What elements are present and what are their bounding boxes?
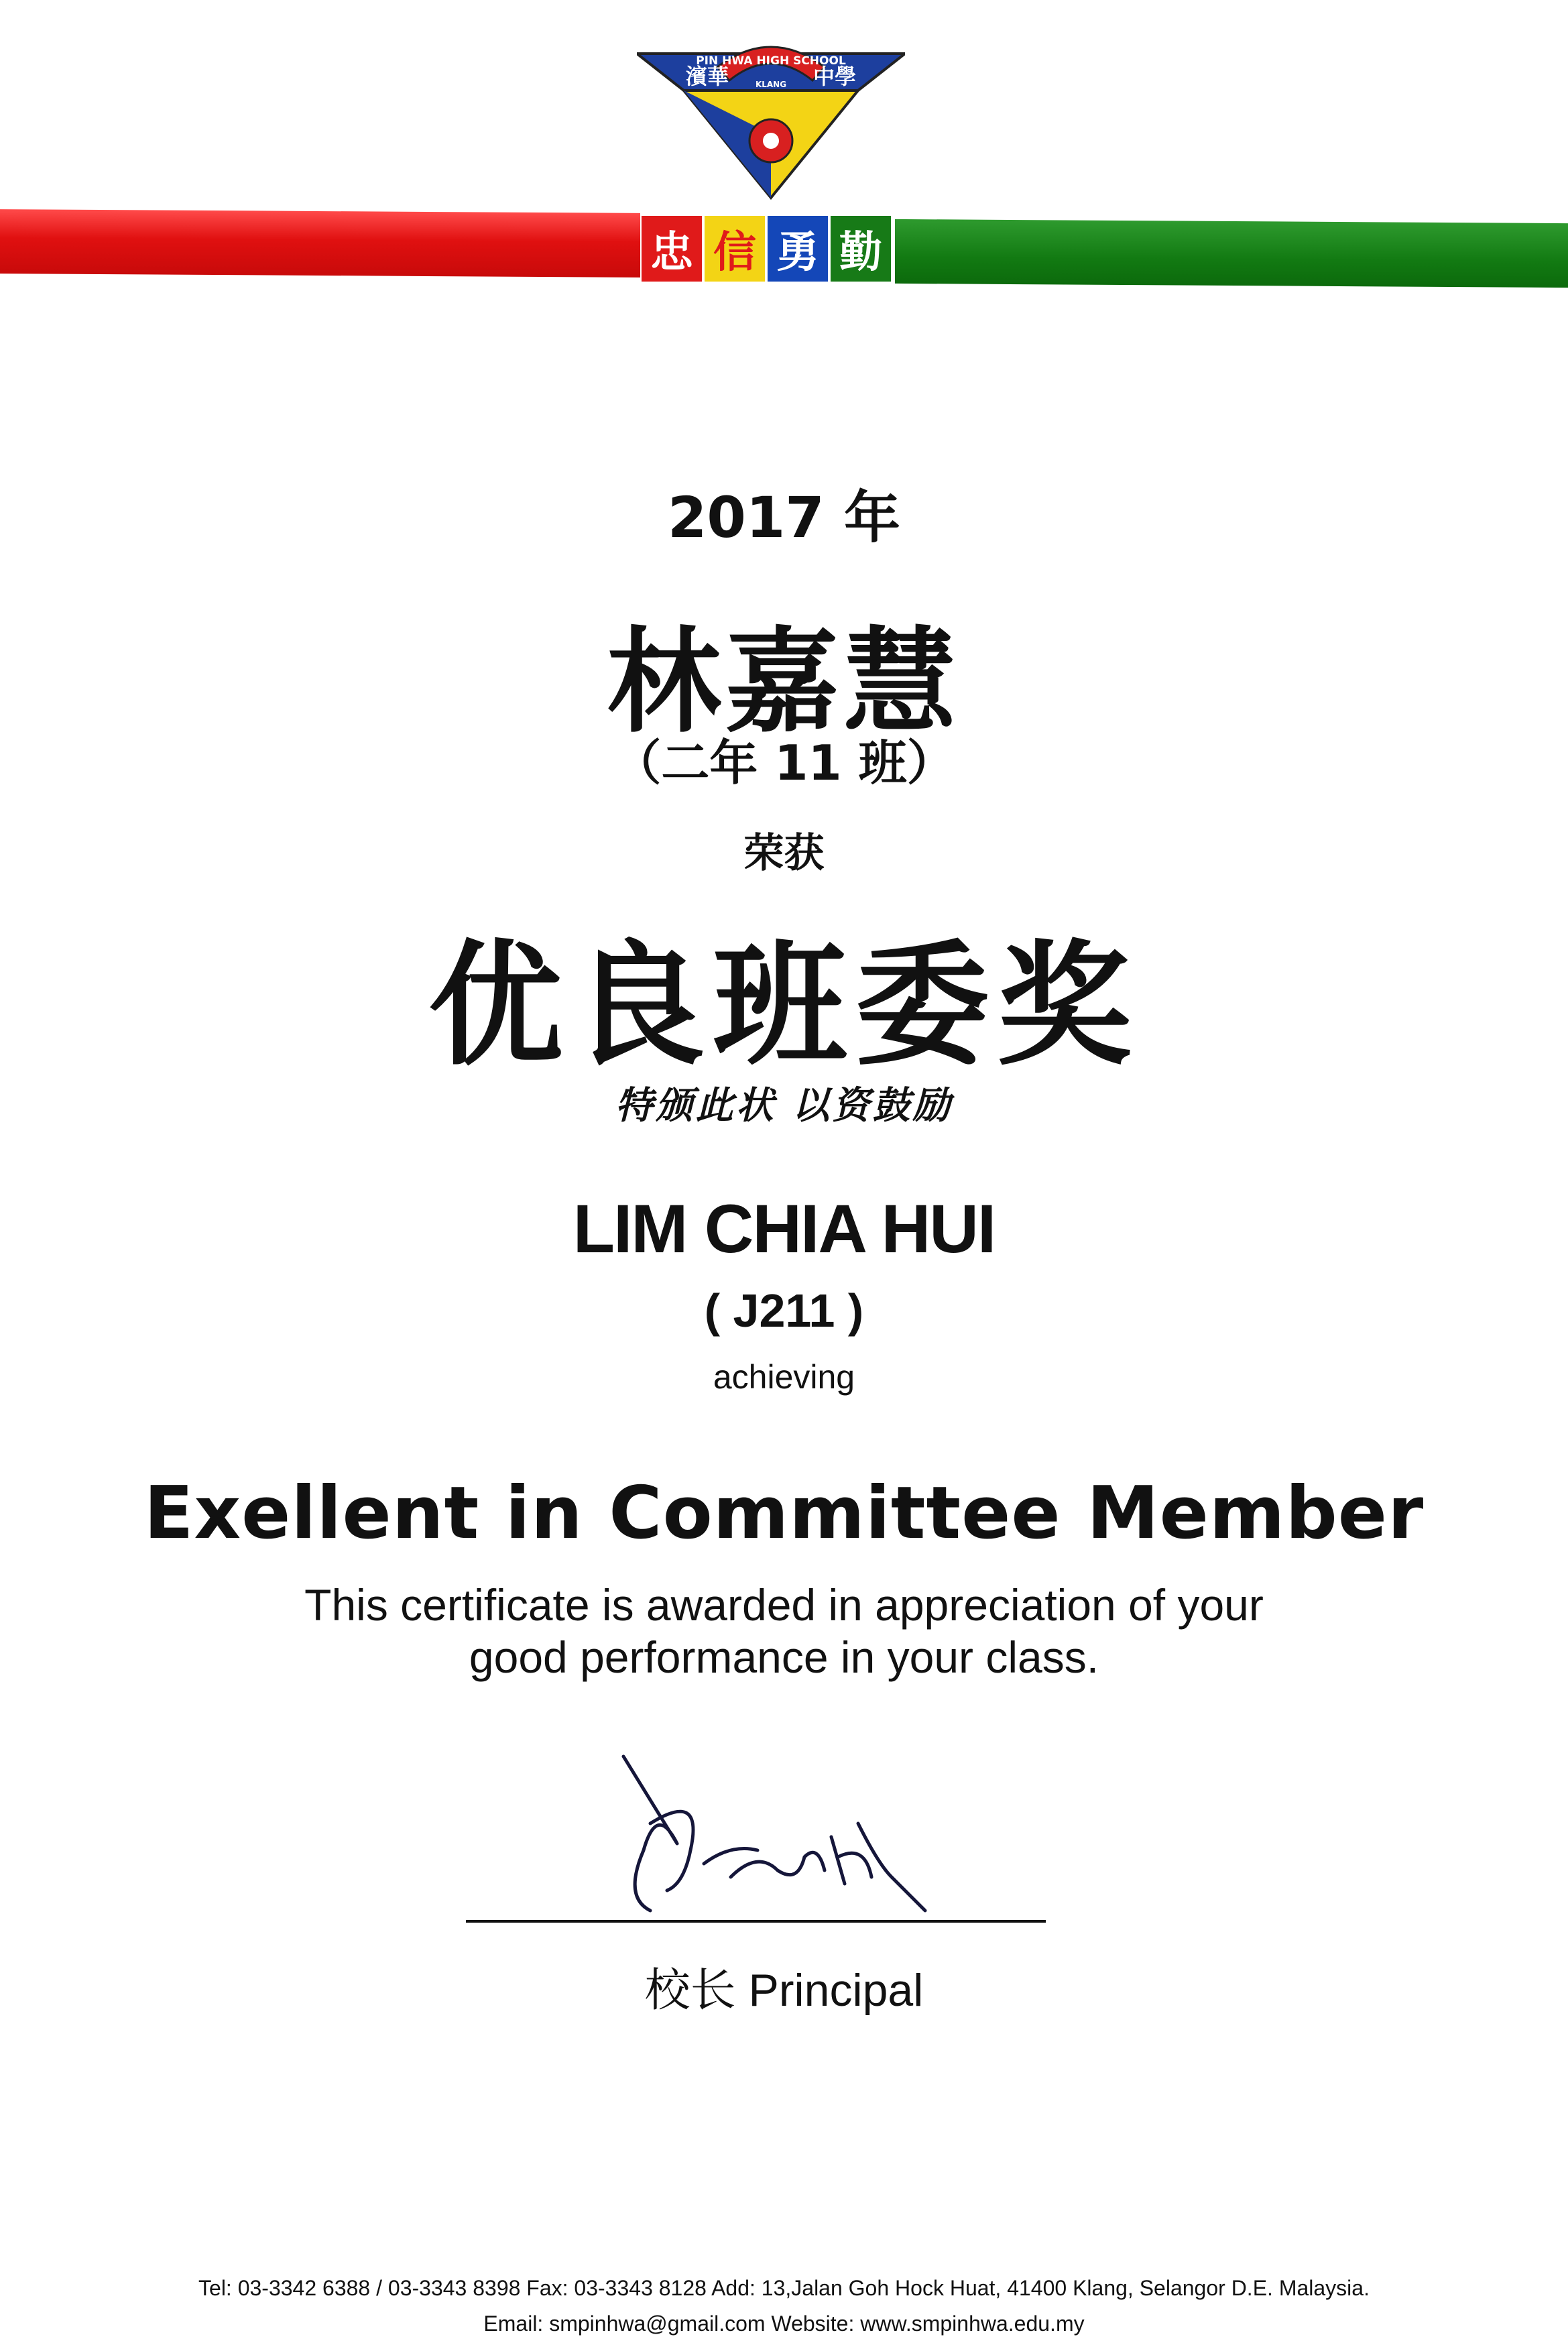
awarded-cn: 荣获 [743,830,825,877]
crest-town: KLANG [755,80,787,89]
description-line: This certificate is awarded in appreciation of your [304,1580,1264,1630]
certificate-description [0,1579,1568,1683]
student-name-en: LIM CHIA HUI [572,1191,996,1267]
school-motto [642,216,891,283]
crest-school-en: PIN HWA HIGH SCHOOL [696,54,846,68]
description-line: good performance in your class. [469,1632,1099,1682]
student-name-cn: 林嘉慧 [607,615,961,749]
certificate-year: 2017 年 [667,485,901,550]
footer-web: Email: smpinhwa@gmail.com Website: www.smpinhwa.edu.my [483,2311,1085,2336]
motto-char: 勇 [768,216,828,282]
signature-line [466,1920,1046,1923]
class-cn: （二年 11 班） [613,735,955,791]
motto-char: 勤 [831,216,891,282]
school-crest-logo [637,40,905,201]
crest-cn-right: 中學 [812,64,857,89]
principal-signature [603,1743,952,1924]
footer-contact: Tel: 03-3342 6388 / 03-3343 8398 Fax: 03-3343 8128 Add: 13,Jalan Goh Hock Huat, 41400 Klang, Selangor D.E. Malaysia. [198,2276,1370,2300]
motto-char: 忠 [642,216,702,282]
award-title-en: Exellent in Committee Member [143,1471,1425,1555]
commendation-cn: 特颁此状 以资鼓励 [615,1083,953,1128]
header-band-green [895,219,1568,288]
achieving-label: achieving [713,1358,855,1396]
class-en: ( J211 ) [704,1284,864,1337]
motto-char: 信 [705,216,765,282]
crest-cn-left: 濱華 [685,64,729,89]
signatory-title: 校长 Principal [644,1965,924,2016]
award-title-cn: 优良班委奖 [428,928,1140,1084]
header-band-red [0,209,640,278]
